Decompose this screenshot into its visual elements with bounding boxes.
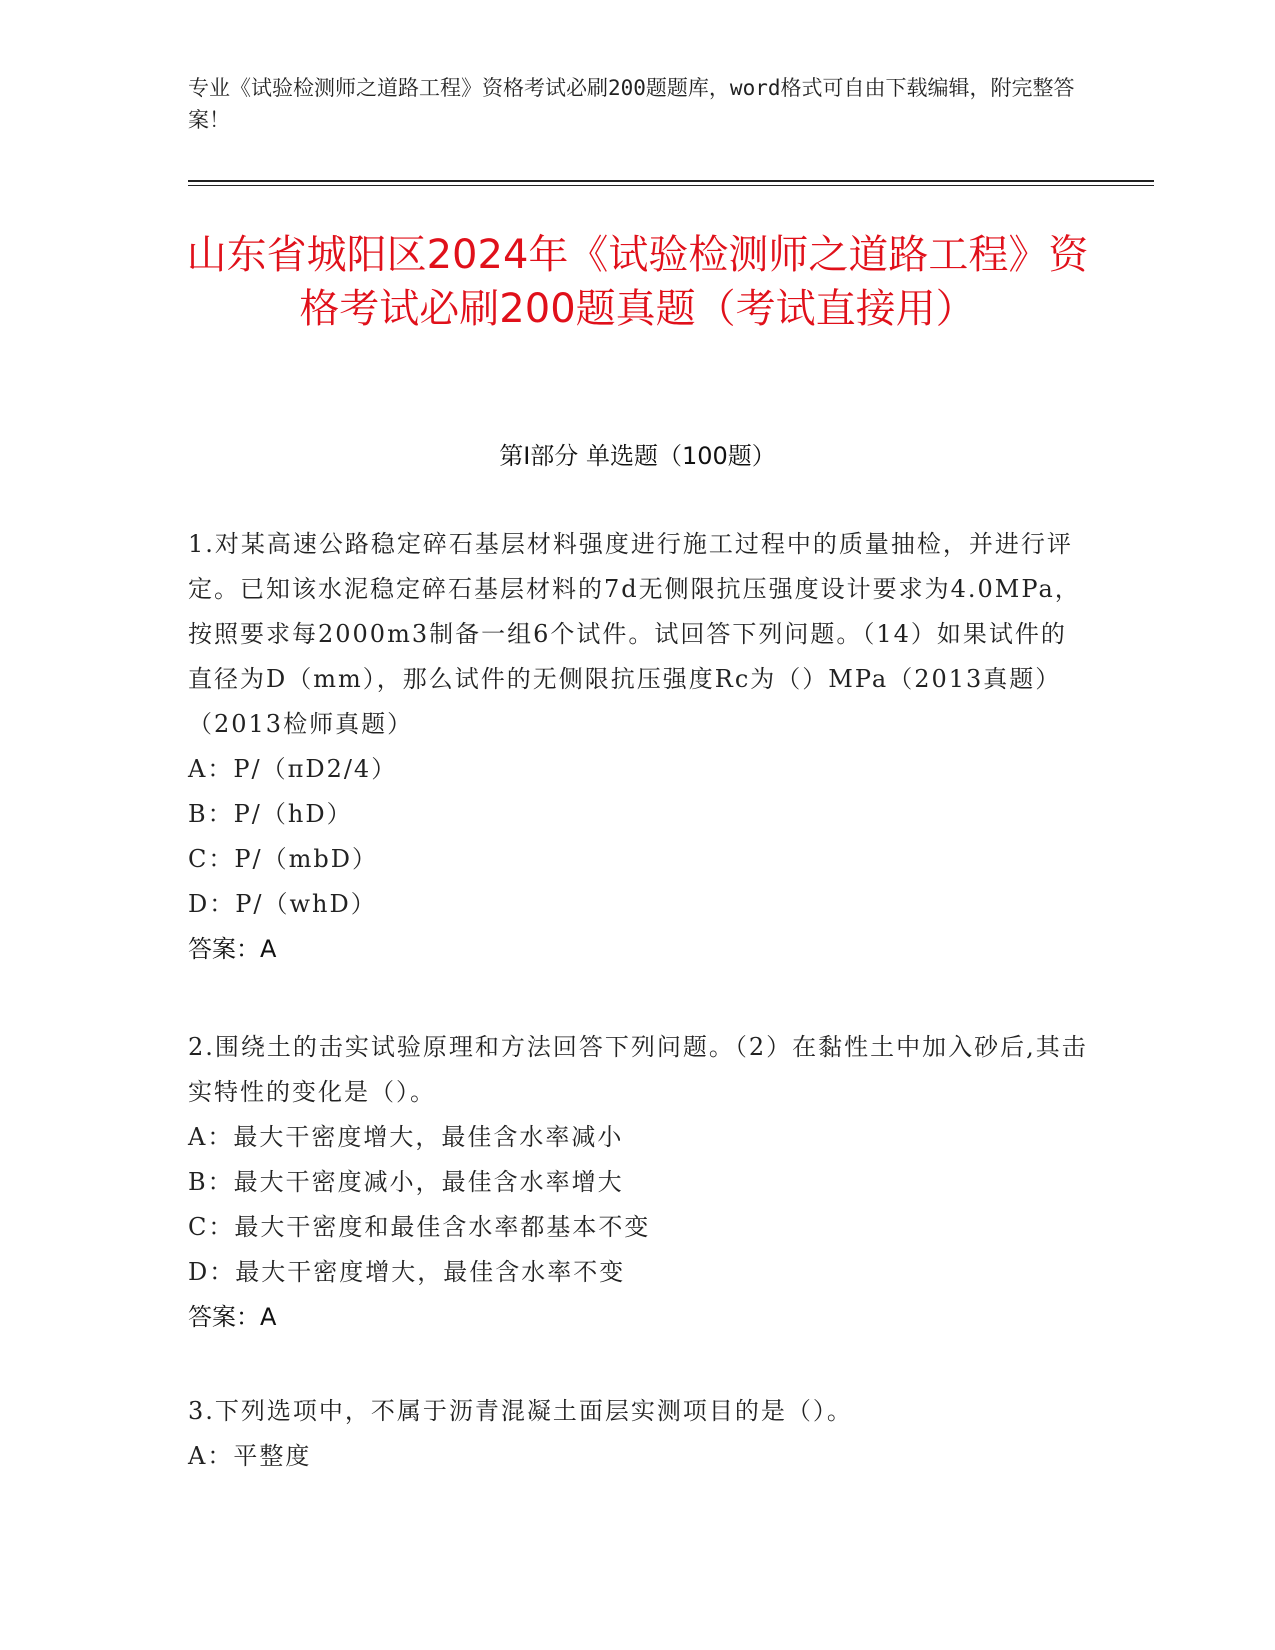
option-a: A：平整度 xyxy=(188,1442,312,1470)
page-title: 山东省城阳区2024年《试验检测师之道路工程》资格考试必刷200题真题（考试直接用） xyxy=(186,232,1089,332)
option-d: D：最大干密度增大，最佳含水率不变 xyxy=(188,1258,626,1286)
question-3 xyxy=(188,1389,1088,1479)
option-c: C：P/（mbD） xyxy=(188,845,378,873)
header-rule-thick xyxy=(188,180,1154,182)
question-stem: 1.对某高速公路稳定碎石基层材料强度进行施工过程中的质量抽检，并进行评定。已知该水泥稳定碎石基层材料的7d无侧限抗压强度设计要求为4.0MPa，按照要求每2000m3制备一组6个试件。试回答下列问题。（14）如果试件的直径为D（mm），那么试件的无侧限抗压强度Rc为（）MPa（2013真题）（2013检师真题） xyxy=(188,530,1081,738)
header-note: 专业《试验检测师之道路工程》资格考试必刷200题题库，word格式可自由下载编辑，附完整答案！ xyxy=(188,76,1075,132)
answer: 答案：A xyxy=(188,1303,277,1331)
option-d: D：P/（whD） xyxy=(188,890,377,918)
section-title: 第I部分 单选题（100题） xyxy=(499,442,776,470)
question-stem: 3.下列选项中，不属于沥青混凝土面层实测项目的是（）。 xyxy=(188,1397,853,1425)
header-rule-thin xyxy=(188,185,1154,186)
question-1 xyxy=(188,522,1088,972)
option-c: C：最大干密度和最佳含水率都基本不变 xyxy=(188,1213,651,1241)
option-a: A：P/（πD2/4） xyxy=(188,755,398,783)
question-2 xyxy=(188,1025,1088,1340)
option-a: A：最大干密度增大，最佳含水率减小 xyxy=(188,1123,624,1151)
option-b: B：P/（hD） xyxy=(188,800,353,828)
answer: 答案：A xyxy=(188,935,277,963)
question-stem: 2.围绕土的击实试验原理和方法回答下列问题。（2）在黏性土中加入砂后,其击实特性的变化是（）。 xyxy=(188,1033,1088,1106)
option-b: B：最大干密度减小，最佳含水率增大 xyxy=(188,1168,624,1196)
